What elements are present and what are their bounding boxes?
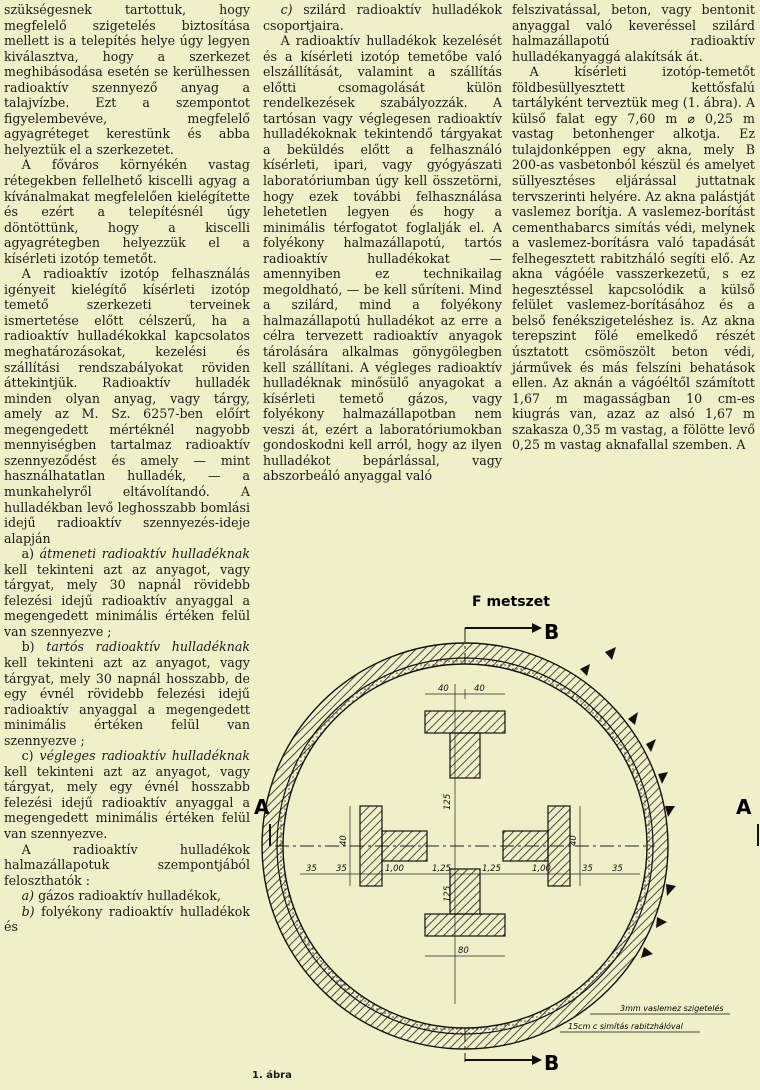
list-item: [263, 2, 502, 33]
callout-label: 15cm c simítás rabitzhálóval: [568, 1022, 683, 1031]
list-label: a): [21, 546, 35, 562]
dim-label: 1,25: [482, 864, 501, 874]
list-label: c): [21, 748, 34, 764]
text-column-2: [263, 2, 502, 484]
definition-text: kell tekinteni azt az anyagot, vagy tárgyat, mely egy évnél hosszabb felezési idejű radioaktív anyaggal a megengedett minimális értéken felül van szennyezve.: [4, 763, 250, 841]
text-column-1: [4, 2, 250, 935]
dim-label: 80: [458, 946, 469, 956]
definition-c: [4, 748, 250, 841]
callout-label: 3mm vaslemez szigetelés: [620, 1004, 724, 1013]
section-label-a-right: A: [736, 795, 752, 819]
paragraph: A főváros környékén vastag rétegekben fellelhető kiscelli agyag a kívánalmakat megfelelően kielégítette és ezért a telepítésnél úgy döntöttünk, hogy a kiscelli agyagrétegben helyezzük el a kísérleti izotóp temetőt.: [4, 157, 250, 266]
arrow-head: [532, 623, 542, 633]
figure-caption: 1. ábra: [252, 1070, 292, 1081]
paragraph: A kísérleti izotóp-temetőt földbesüllyesztett kettősfalú tartályként terveztük meg (1. ábra). A külső falat egy 7,60 m ⌀ 0,25 m vastag betonhenger alkotja. Ez tulajdonképpen egy akna, mely B 200-as vasbetonból készül és amelyet süllyesztéses eljárással juttatnak tervszerinti helyére. Az akna palástját vaslemez borítja. A vaslemez-borítást cementhabarcs simítás védi, melynek a vaslemez-borításra való tapadását felhegesztett rabitzháló segíti elő. Az akna vágóéle vasszerkezetű, s ez hegesztéssel kapcsolódik a külső felület vaslemez-borításához és a belső fenékszigeteléshez is. Az akna terepszint fölé emelkedő részét úsztatott csömöszölt beton védi, járművek és más felszíni behatások ellen. Az aknán a vágóéltől számított 1,67 m magasságban 10 cm-es kiugrás van, azaz az alsó 1,67 m szakasza 0,35 m vastag, a fölötte levő 0,25 m vastag aknafallal szemben. A: [512, 64, 755, 453]
dim-label: 40: [474, 684, 485, 694]
figure-title: F metszet: [472, 594, 550, 610]
paragraph: A radioaktív hulladékok halmazállapotuk szempontjából feloszthatók :: [4, 841, 250, 888]
dim-label: 40: [339, 835, 349, 846]
section-label-a-left: A: [254, 795, 270, 819]
definition-b: [4, 639, 250, 748]
list-label: a): [21, 888, 35, 904]
dim-label: 40: [438, 684, 449, 694]
paragraph: A radioaktív izotóp felhasználás igényeit kielégítő kísérleti izotóp temető szerkezeti terveinek ismertetése előtt célszerű, ha a radioaktív hulladékokkal kapcsolatos meghatározásokat, kezelési és szállítási rendszabályokat röviden áttekintjük. Radioaktív hulladék minden olyan anyag, vagy tárgy, amely az M. Sz. 6257-ben előírt megengedett mértéknél nagyobb mennyiségben tartalmaz radioaktív szennyeződést és amely — mint használhatatlan hulladék, — a munkahelyről eltávolítandó. A hulladékban levő leghosszabb bomlási idejű radioaktív szennyezés-ideje alapján: [4, 266, 250, 546]
term: átmeneti radioaktív hulladéknak: [39, 546, 250, 562]
list-text: szilárd radioaktív hulladékok csoportjaira.: [263, 2, 502, 33]
dim-label: 125: [443, 793, 453, 810]
list-item: [4, 888, 250, 904]
dim-label: 40: [569, 835, 579, 846]
dim-label: 35: [612, 864, 623, 874]
dim-label: 1,25: [432, 864, 451, 874]
paragraph: szükségesnek tartottuk, hogy megfelelő szigetelés biztosítása mellett is a telepítés helye úgy legyen kiválasztva, hogy a szerkezet meghibásodása esetén se kerülhessen radioaktív szennyező anyag a talajvízbe. Ezt a szempontot figyelembevéve, megfelelő agyagréteget kerestünk és abba helyeztük el a szerkezetet.: [4, 2, 250, 157]
list-text: folyékony radioaktív hulladékok és: [4, 903, 250, 935]
section-label-b-top: B: [544, 620, 560, 644]
paragraph: A radioaktív hulladékok kezelését és a kísérleti izotóp temetőbe való elszállítását, valamint a szállítás előtti csomagolását külön rendelkezések szabályozzák. A tartósan vagy véglegesen radioaktív hulladékoknak tekintendő tárgyakat a beküldés előtt a felhasználó kísérleti, ipari, vagy gyógyászati laboratóriumban úgy kell összetörni, hogy ezek további felhasználása lehetetlen legyen és hogy a minimális térfogatot foglalják el. A folyékony halmazállapotú, tartós radioaktív hulladékokat — amennyiben ez technikailag megoldható, — be kell sűríteni. Mind a szilárd, mind a folyékony halmazállapotú hulladékot az erre a célra tervezett radioaktív anyagok tárolására alkalmas gönygölegben kell szállítani. A végleges radioaktív hulladéknak minősülő anyagokat a kísérleti temető gázos, vagy folyékony halmazállapotban nem veszi át, ezért a laboratóriumokban gondoskodni kell arról, hogy az ilyen hulladékot bepárlással, vagy abszorbeáló anyaggal való: [263, 33, 502, 484]
term: tartós radioaktív hulladéknak: [46, 639, 250, 655]
term: végleges radioaktív hulladéknak: [39, 748, 250, 764]
dim-label: 1,00: [385, 864, 404, 874]
section-label-b-bottom: B: [544, 1051, 560, 1075]
dim-label: 35: [306, 864, 317, 874]
list-label: c): [280, 2, 293, 17]
definition-text: kell tekinteni azt az anyagot, vagy tárgyat, mely 30 napnál rövidebb felezési idejű radioaktív anyaggal a megengedett minimális értéken felül van szennyezve ;: [4, 561, 250, 639]
list-text: gázos radioaktív hulladékok,: [38, 888, 222, 904]
dim-label: 1,00: [532, 864, 551, 874]
arrow-head: [532, 1055, 542, 1065]
definition-a: [4, 546, 250, 639]
paragraph: felszivatással, beton, vagy bentonit anyaggal való keveréssel szilárd halmazállapotú radioaktív hulladékanyaggá alakítsák át.: [512, 2, 755, 64]
text-column-3: [512, 2, 755, 453]
definition-text: kell tekinteni azt az anyagot, vagy tárgyat, mely 30 napnál hosszabb, de egy évnél rövidebb felezési idejű radioaktív anyaggal a megengedett minimális értéken felül van szennyezve ;: [4, 654, 250, 748]
list-item: [4, 904, 250, 935]
list-label: b): [21, 903, 35, 919]
dim-label: 35: [336, 864, 347, 874]
dim-label: 35: [582, 864, 593, 874]
technical-drawing: [254, 584, 760, 1090]
dim-label: 125: [443, 885, 453, 902]
list-label: b): [21, 639, 35, 655]
